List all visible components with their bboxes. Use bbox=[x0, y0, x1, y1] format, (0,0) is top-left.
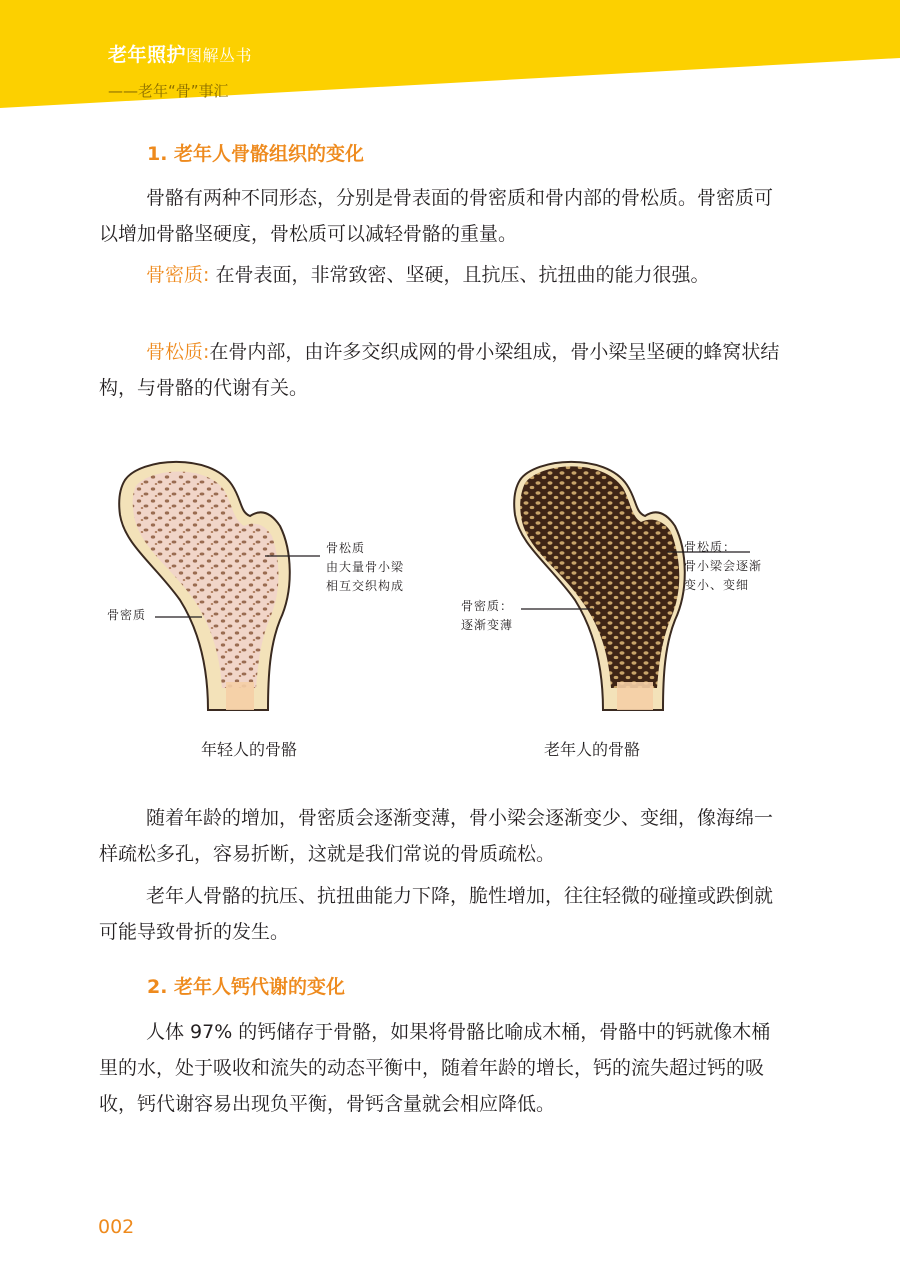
section-2-paragraph-1: 人体 97% 的钙储存于骨骼，如果将骨骼比喻成木桶，骨骼中的钙就像木桶里的水，处于吸收和流失的动态平衡中，随着年龄的增长，钙的流失超过钙的吸收，钙代谢容易出现负平衡，骨钙含量就会相应降低。 bbox=[99, 1021, 771, 1115]
section-1-paragraph-2 bbox=[99, 257, 781, 293]
young-compact-bone-label: 骨密质 bbox=[107, 608, 147, 622]
spongy-bone-description: 在骨内部，由许多交织成网的骨小梁组成，骨小梁呈坚硬的蜂窝状结构，与骨骼的代谢有关。 bbox=[99, 341, 780, 399]
page-number: 002 bbox=[98, 1216, 135, 1238]
section-1-paragraph-3 bbox=[99, 334, 781, 406]
old-bone-caption: 老年人的骨骼 bbox=[544, 740, 641, 759]
young-bone-caption: 年轻人的骨骼 bbox=[201, 740, 298, 759]
section-1-heading: 1. 老年人骨骼组织的变化 bbox=[147, 143, 365, 165]
term-spongy-bone: 骨松质: bbox=[146, 341, 210, 363]
series-title-sub: 图解丛书 bbox=[186, 46, 253, 65]
series-title bbox=[108, 40, 252, 67]
old-spongy-bone-label: 骨松质： 骨小梁会逐渐 变小、变细 bbox=[684, 540, 763, 592]
section-1-paragraph-5: 老年人骨骼的抗压、抗扭曲能力下降，脆性增加，往往轻微的碰撞或跌倒就可能导致骨折的发生。 bbox=[99, 885, 774, 943]
young-bone bbox=[119, 462, 320, 710]
section-1-paragraph-1: 骨骼有两种不同形态，分别是骨表面的骨密质和骨内部的骨松质。骨密质可以增加骨骼坚硬度，骨松质可以减轻骨骼的重量。 bbox=[99, 187, 774, 245]
bone-illustration bbox=[80, 450, 840, 770]
young-spongy-bone-label: 骨松质 由大量骨小梁 相互交织构成 bbox=[326, 541, 405, 593]
bone-comparison-figure bbox=[80, 450, 840, 770]
term-compact-bone: 骨密质: bbox=[146, 264, 210, 286]
section-1-paragraph-4: 随着年龄的增加，骨密质会逐渐变薄，骨小梁会逐渐变少、变细，像海绵一样疏松多孔，容易折断，这就是我们常说的骨质疏松。 bbox=[99, 807, 774, 865]
series-title-main: 老年照护 bbox=[108, 44, 187, 66]
section-2-heading: 2. 老年人钙代谢的变化 bbox=[147, 976, 346, 998]
old-compact-bone-label: 骨密质： 逐渐变薄 bbox=[461, 599, 514, 632]
compact-bone-description: 在骨表面，非常致密、坚硬，且抗压、抗扭曲的能力很强。 bbox=[209, 264, 710, 286]
book-subtitle: ——老年“骨”事汇 bbox=[108, 82, 229, 100]
